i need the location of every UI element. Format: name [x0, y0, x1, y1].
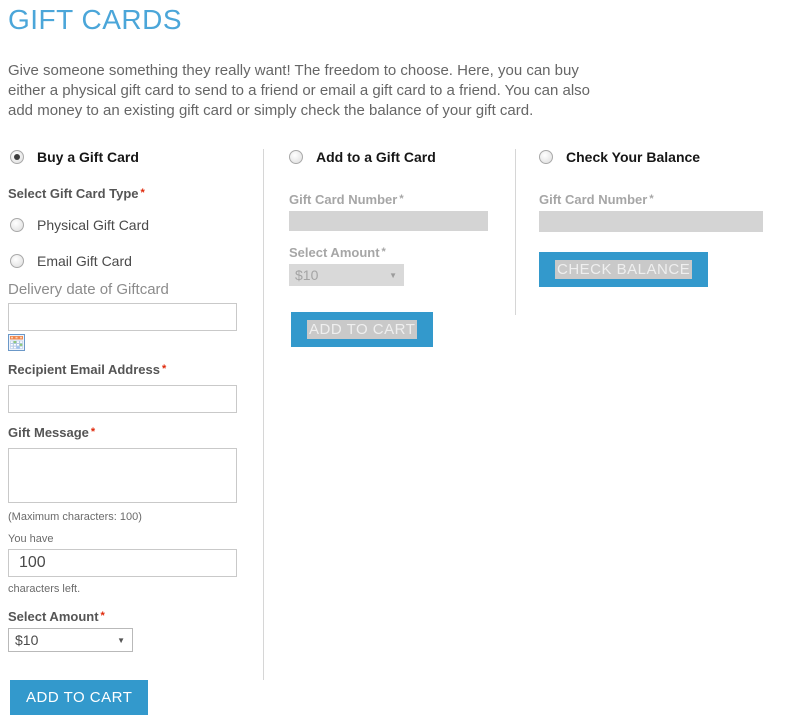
balance-option-label: Check Your Balance: [566, 149, 701, 165]
required-mark: *: [140, 187, 145, 199]
buy-amount-value: $10: [15, 632, 39, 648]
physical-gift-card-label: Physical Gift Card: [37, 217, 150, 233]
add-option-row[interactable]: [289, 149, 515, 165]
buy-add-to-cart-button[interactable]: ADD TO CART: [10, 680, 148, 715]
gift-card-type-label: Select Gift Card Type *: [8, 186, 145, 201]
add-card-number-label: Gift Card Number *: [289, 192, 404, 207]
add-option-label: Add to a Gift Card: [316, 149, 436, 165]
email-gift-card-label: Email Gift Card: [37, 253, 132, 269]
buy-amount-select[interactable]: [8, 628, 133, 652]
add-radio[interactable]: [289, 150, 303, 164]
balance-option-row[interactable]: [539, 149, 792, 165]
physical-gift-card-radio[interactable]: [10, 218, 24, 232]
required-mark: *: [100, 610, 105, 622]
chevron-down-icon: ▼: [117, 635, 125, 645]
you-have-note: You have: [8, 533, 54, 545]
max-chars-note: (Maximum characters: 100): [8, 511, 142, 523]
buy-gift-card-section: [8, 149, 263, 715]
chars-left-input[interactable]: [8, 549, 237, 577]
physical-gift-card-option[interactable]: [8, 217, 244, 233]
buy-radio[interactable]: [10, 150, 24, 164]
buy-select-amount-label: Select Amount *: [8, 609, 105, 624]
chevron-down-icon: ▼: [389, 270, 397, 280]
add-gift-card-section: [263, 149, 515, 347]
intro-text: Give someone something they really want! The freedom to choose. Here, you can buy either a physical gift card to send to a friend or email a gift card to a friend. You can also add money to an existing gift card or simply check the balance of your gift card.: [8, 62, 591, 119]
email-gift-card-option[interactable]: [8, 253, 244, 269]
required-mark: *: [381, 246, 386, 258]
recipient-email-label: Recipient Email Address *: [8, 362, 167, 377]
required-mark: *: [399, 193, 404, 205]
gift-card-forms: [8, 149, 792, 715]
add-card-number-input: [289, 211, 488, 231]
chars-left-note: characters left.: [8, 583, 81, 595]
column-divider-left: [263, 149, 264, 680]
check-balance-section: [515, 149, 792, 287]
delivery-date-label: Delivery date of Giftcard: [8, 281, 169, 298]
gift-message-textarea[interactable]: [8, 448, 237, 503]
check-balance-button: CHECK BALANCE: [539, 252, 708, 287]
required-mark: *: [649, 193, 654, 205]
required-mark: *: [90, 426, 96, 438]
column-divider-right: [515, 149, 516, 315]
balance-card-number-label: Gift Card Number *: [539, 192, 654, 207]
balance-card-number-input: [539, 211, 763, 232]
add-amount-select: [289, 264, 404, 286]
add-add-to-cart-button: ADD TO CART: [291, 312, 433, 347]
delivery-date-input[interactable]: [8, 303, 237, 331]
add-amount-value: $10: [295, 267, 319, 283]
recipient-email-input[interactable]: [8, 385, 237, 413]
balance-radio[interactable]: [539, 150, 553, 164]
buy-option-row[interactable]: [8, 149, 244, 165]
email-gift-card-radio[interactable]: [10, 254, 24, 268]
gift-message-label: Gift Message *: [8, 425, 96, 440]
add-select-amount-label: Select Amount *: [289, 245, 386, 260]
calendar-icon[interactable]: [8, 334, 25, 351]
buy-option-label: Buy a Gift Card: [37, 149, 139, 165]
required-mark: *: [161, 363, 167, 375]
page-title: GIFT CARDS: [8, 4, 183, 35]
